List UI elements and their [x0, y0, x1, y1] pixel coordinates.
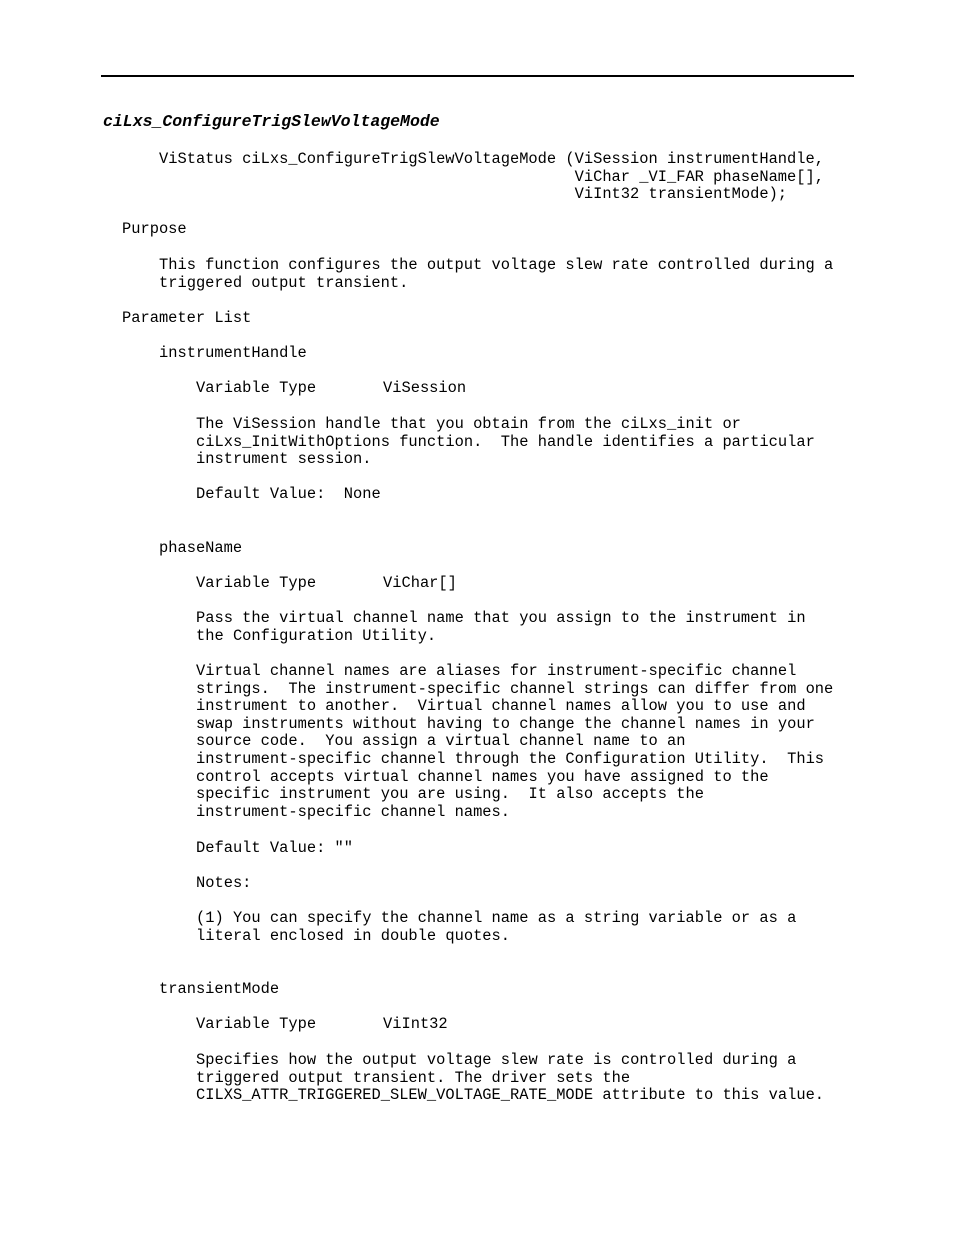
variable-type-value: ViSession	[383, 379, 467, 397]
notes-text	[196, 910, 796, 945]
purpose-heading: Purpose	[122, 220, 187, 238]
param-description	[196, 1052, 824, 1105]
header-rule	[101, 75, 854, 77]
prototype-line: ViChar _VI_FAR phaseName[],	[159, 167, 824, 186]
description-line: instrument-specific channel names.	[196, 802, 511, 821]
param-name-transient-mode: transientMode	[159, 980, 280, 998]
description-line: instrument session.	[196, 450, 372, 469]
description-line: Specifies how the output voltage slew rate is controlled during a	[196, 1051, 797, 1069]
description-line: source code. You assign a virtual channel name to an	[196, 732, 686, 751]
variable-type-label: Variable Type	[196, 379, 317, 397]
param-description	[196, 610, 806, 645]
description-line: triggered output transient. The driver sets the	[196, 1068, 631, 1087]
purpose-text	[159, 257, 833, 292]
description-line: specific instrument you are using. It also accepts the	[196, 785, 704, 804]
description-line: control accepts virtual channel names you have assigned to the	[196, 767, 769, 786]
purpose-line: This function configures the output voltage slew rate controlled during a	[159, 256, 834, 274]
notes-line: literal enclosed in double quotes.	[196, 926, 511, 945]
description-line: the Configuration Utility.	[196, 626, 437, 645]
description-line: ciLxs_InitWithOptions function. The handle identifies a particular	[196, 432, 815, 451]
prototype-line: ViStatus ciLxs_ConfigureTrigSlewVoltageMode (ViSession instrumentHandle,	[159, 150, 824, 168]
description-line: swap instruments without having to change the channel names in your	[196, 714, 815, 733]
param-description	[196, 416, 815, 469]
param-name-instrument-handle: instrumentHandle	[159, 344, 307, 362]
function-prototype	[159, 151, 824, 204]
description-line: Pass the virtual channel name that you assign to the instrument in	[196, 609, 806, 627]
param-name-phase-name: phaseName	[159, 539, 243, 557]
notes-line: (1) You can specify the channel name as a string variable or as a	[196, 909, 797, 927]
variable-type-label: Variable Type	[196, 1015, 317, 1033]
param-description-virtual-channels	[196, 663, 833, 821]
description-line: strings. The instrument-specific channel strings can differ from one	[196, 679, 834, 698]
variable-type-value: ViChar[]	[383, 574, 457, 592]
prototype-line: ViInt32 transientMode);	[159, 185, 788, 204]
default-value: Default Value: ""	[196, 839, 354, 857]
description-line: Virtual channel names are aliases for instrument-specific channel	[196, 662, 797, 680]
parameter-list-heading: Parameter List	[122, 309, 252, 327]
variable-type-value: ViInt32	[383, 1015, 448, 1033]
default-value: Default Value: None	[196, 485, 381, 503]
description-line: instrument to another. Virtual channel names allow you to use and	[196, 697, 806, 716]
purpose-line: triggered output transient.	[159, 273, 409, 292]
variable-type-label: Variable Type	[196, 574, 317, 592]
notes-heading: Notes:	[196, 874, 252, 892]
description-line: CILXS_ATTR_TRIGGERED_SLEW_VOLTAGE_RATE_MODE attribute to this value.	[196, 1086, 825, 1105]
description-line: The ViSession handle that you obtain from the ciLxs_init or	[196, 415, 741, 433]
description-line: instrument-specific channel through the Configuration Utility. This	[196, 749, 825, 768]
function-title: ciLxs_ConfigureTrigSlewVoltageMode	[103, 112, 440, 131]
